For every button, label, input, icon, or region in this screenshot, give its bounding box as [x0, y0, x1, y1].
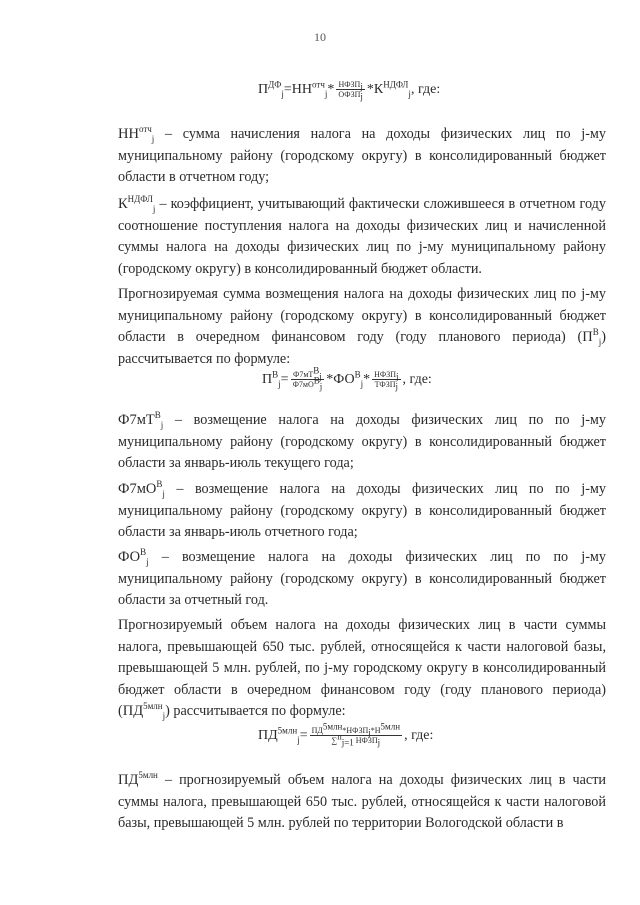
- equals-sign: =: [299, 727, 308, 743]
- definition-pd: $ПД^{5млн}$ – прогнозируемый объем налога на доходы физических лиц в части суммы налога, превышающей 650 тыс. рублей, относящейся к части налоговой базы, превышающей 5 млн. рублей по территории Вологодской области в: [118, 770, 606, 831]
- equals-sign: =: [283, 81, 292, 97]
- times-sign: *: [327, 81, 335, 97]
- formula-refund: [262, 365, 432, 392]
- formula-term: $К^{НДФЛ}_j$: [373, 78, 411, 99]
- formula-fraction: $\frac{НФЗП_j}{ОФЗП_j}$: [338, 80, 363, 102]
- equals-sign: =: [280, 371, 289, 387]
- definition-f7mo: $Ф7мО^В_j$ – возмещение налога на доходы физических лиц по по j-му муниципальному району (городскому округу) в консолидированный бюджет области за январь-июль отчетного года;: [118, 479, 606, 540]
- page-number: 10: [314, 30, 326, 44]
- formula-term: $ФО^В_j$: [333, 368, 364, 389]
- times-sign: *: [363, 371, 371, 387]
- formula-fraction: $\frac{НФЗП_j}{ТФЗП_j}$: [374, 370, 399, 392]
- formula-tail: , где:: [402, 371, 432, 387]
- formula-tail: , где:: [410, 81, 441, 97]
- paragraph-volume: Прогнозируемый объем налога на доходы физических лиц в части суммы налога, превышающей 650 тыс. рублей, относящейся к части налоговой базы, превышающей 5 млн. рублей, по j-му городскому округу в консолидированный бюджет области в очередном финансовом году (году планового периода) $(ПД^{5млн}_j)$ рассчитывается по формуле:: [118, 617, 606, 721]
- paragraph-forecast: Прогнозируемая сумма возмещения налога на доходы физических лиц по j-му муниципальному району (городскому округу) в консолидированный бюджет области в очередном финансовом году (году планового периода) $(П^В_j)$ рассчитывается по формуле:: [118, 286, 606, 367]
- formula-ndfl: [258, 78, 441, 102]
- formula-lhs: $П^В_j$: [262, 368, 281, 389]
- formula-term: $НН^{отч}_j$: [291, 78, 328, 99]
- definition-f7mt: $Ф7мТ^В_j$ – возмещение налога на доходы физических лиц по по j-му муниципальному району (городскому округу) в консолидированный бюджет области за январь-июль текущего года;: [118, 410, 606, 471]
- times-sign: *: [366, 81, 374, 97]
- definition-k: $К^{НДФЛ}_j$ – коэффициент, учитывающий фактически сложившееся в отчетном году соотношение поступления налога на доходы физических лиц и начисленной суммы налога на доходы физических лиц по j-му муниципальному району (городскому округу) в консолидированный бюджет области.: [118, 194, 606, 277]
- formula-fraction: $\frac{ПД^{5млн}*НФЗП_j*Н^{5млн}}{\sum^n_{j=1} НФЗП_j}$: [311, 721, 401, 748]
- formula-lhs: $П^{ДФ}_j$: [258, 78, 284, 99]
- times-sign: *: [326, 371, 334, 387]
- definition-hh: $НН^{отч}_j$ – сумма начисления налога на доходы физических лиц по j-му муниципальному району (городскому округу) в консолидированный бюджет области в отчетном году;: [118, 124, 606, 185]
- formula-tail: , где:: [404, 727, 434, 743]
- formula-5mln: [258, 721, 434, 748]
- formula-fraction: $\frac{Ф7мТ^В_j}{Ф7мО^В_j}$: [292, 365, 323, 392]
- formula-lhs: $ПД^{5млн}_j$: [258, 724, 300, 745]
- definition-fo: $ФО^В_j$ – возмещение налога на доходы физических лиц по по j-му муниципальному району (городскому округу) в консолидированный бюджет области за отчетный год.: [118, 547, 606, 608]
